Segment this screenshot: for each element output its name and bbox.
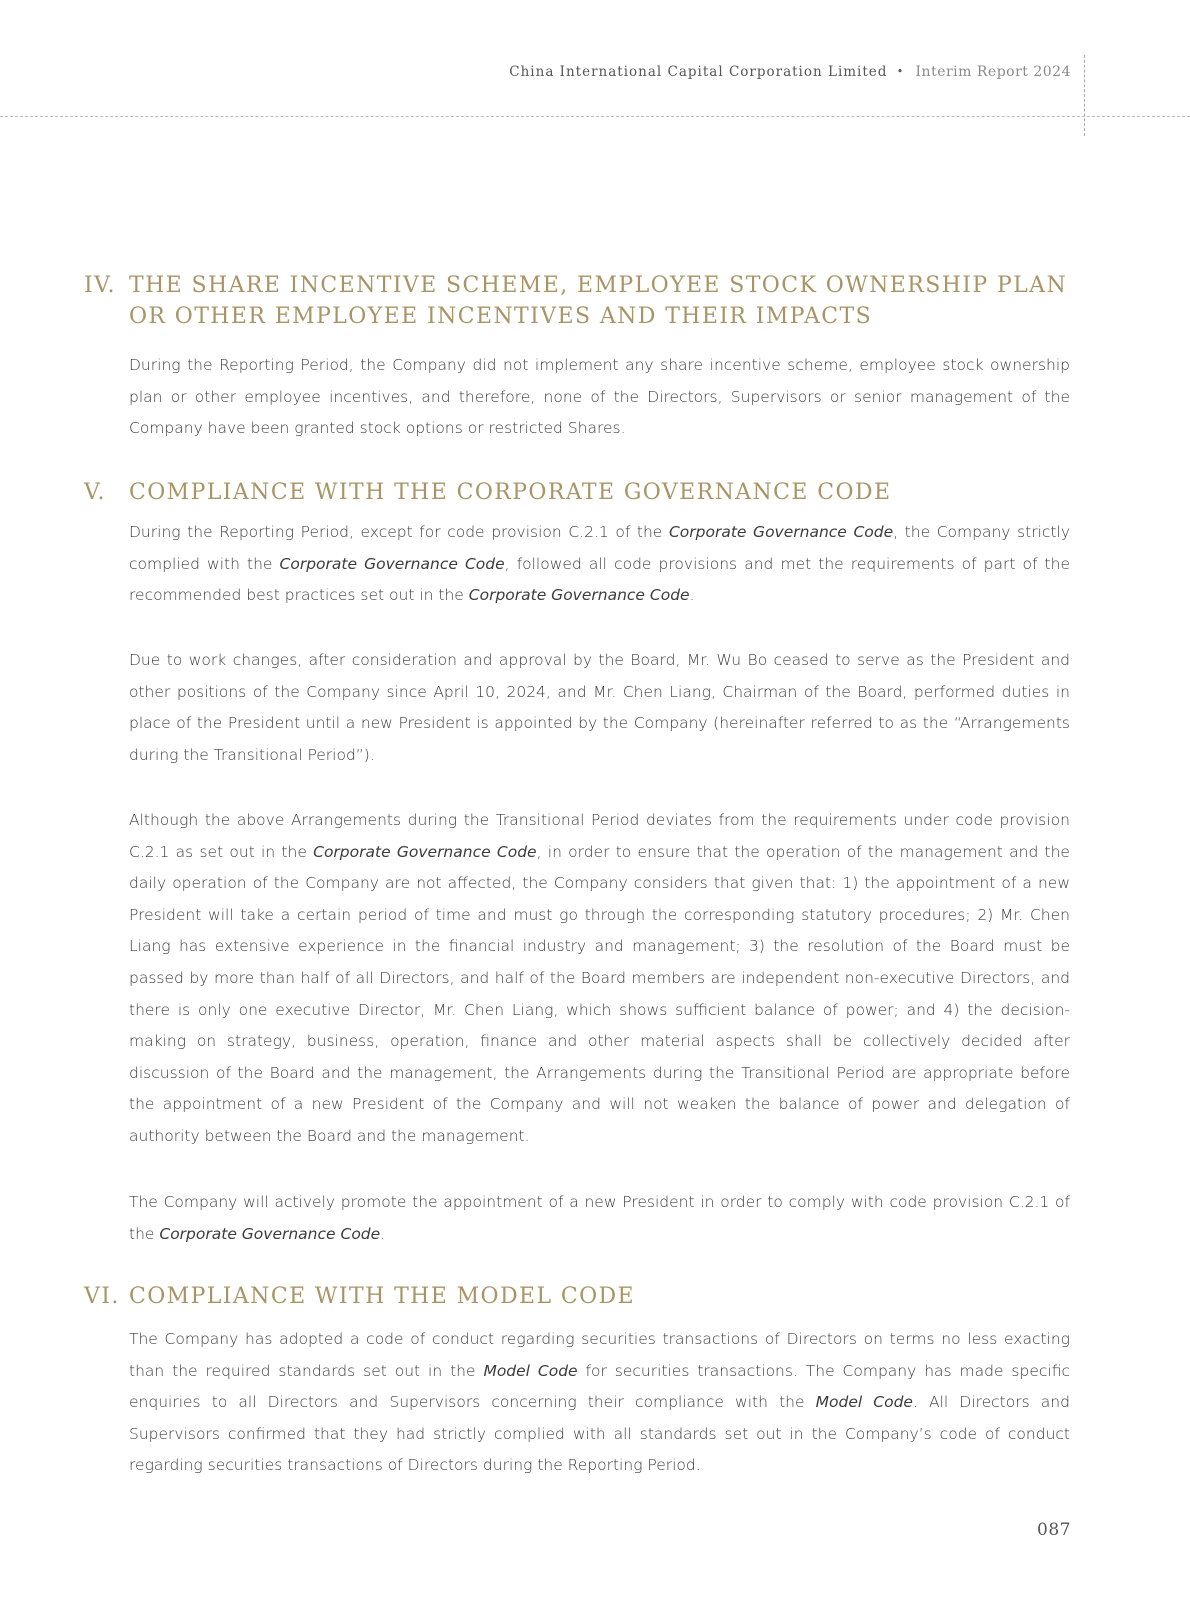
header-company-name: China International Capital Corporation Limited: [509, 64, 888, 80]
page-number: 087: [1037, 1520, 1071, 1540]
header-dashed-divider: [0, 116, 1190, 117]
section-v-paragraph-2: Due to work changes, after consideration and approval by the Board, Mr. Wu Bo ceased to serve as the President and other positions of the Company since April 10, 2024, and Mr. Chen Liang, Chairman of the Board, performed duties in place of the President until a new President is appointed by the Company (hereinafter referred to as the “Arrangements during the Transitional Period”).: [129, 651, 1070, 764]
cg-code-reference: Corporate Governance Code: [313, 842, 537, 861]
header-bullet: •: [896, 65, 905, 78]
cg-code-reference: Corporate Governance Code: [279, 554, 505, 573]
section-v-paragraph-1: During the Reporting Period, except for code provision C.2.1 of the Corporate Governance Code, the Company strictly complied with the Corporate Governance Code, followed all code provisions and met the requirements of part of the recommended best practices set out in the Corporate Governance Code.: [129, 523, 1070, 605]
running-header: [509, 64, 1071, 80]
cg-code-reference: Corporate Governance Code: [159, 1224, 381, 1243]
section-heading-v: [84, 477, 1074, 508]
cg-code-reference: Corporate Governance Code: [468, 586, 690, 605]
model-code-reference: Model Code: [815, 1393, 913, 1412]
section-iv-paragraph: During the Reporting Period, the Company did not implement any share incentive scheme, employee stock ownership plan or other employee incentives, and therefore, none of the Directors, Supervisors or senior management of the Company have been granted stock options or restricted Shares.: [129, 356, 1070, 438]
header-report-title: Interim Report 2024: [915, 64, 1071, 80]
section-title: COMPLIANCE WITH THE CORPORATE GOVERNANCE CODE: [129, 480, 892, 505]
model-code-reference: Model Code: [483, 1361, 578, 1380]
section-number: VI.: [84, 1284, 120, 1309]
section-heading-iv: [84, 270, 1074, 332]
header-vertical-dashed-mark: [1084, 55, 1085, 136]
section-heading-vi: [84, 1281, 1074, 1312]
section-number: IV.: [84, 273, 116, 298]
cg-code-reference: Corporate Governance Code: [668, 523, 894, 541]
section-vi-paragraph: The Company has adopted a code of conduct regarding securities transactions of Directors on terms no less exacting than the required standards set out in the Model Code for securities transactions. The Company has made specific enquiries to all Directors and Supervisors concerning their compliance with the Model Code. All Directors and Supervisors confirmed that they had strictly complied with all standards set out in the Company’s code of conduct regarding securities transactions of Directors during the Reporting Period.: [129, 1330, 1070, 1475]
section-title: COMPLIANCE WITH THE MODEL CODE: [129, 1284, 636, 1309]
section-title: THE SHARE INCENTIVE SCHEME, EMPLOYEE STOCK OWNERSHIP PLAN OR OTHER EMPLOYEE INCENTIVES AND THEIR IMPACTS: [129, 273, 1068, 329]
section-number: V.: [84, 480, 106, 505]
section-v-paragraph-4: The Company will actively promote the appointment of a new President in order to comply with code provision C.2.1 of the Corporate Governance Code.: [129, 1193, 1070, 1243]
section-v-paragraph-3: Although the above Arrangements during the Transitional Period deviates from the requirements under code provision C.2.1 as set out in the Corporate Governance Code, in order to ensure that the operation of the management and the daily operation of the Company are not affected, the Company considers that given that: 1) the appointment of a new President will take a certain period of time and must go through the corresponding statutory procedures; 2) Mr. Chen Liang has extensive experience in the financial industry and management; 3) the resolution of the Board must be passed by more than half of all Directors, and half of the Board members are independent non-executive Directors, and there is only one executive Director, Mr. Chen Liang, which shows sufficient balance of power; and 4) the decision-making on strategy, business, operation, finance and other material aspects shall be collectively decided after discussion of the Board and the management, the Arrangements during the Transitional Period are appropriate before the appointment of a new President of the Company and will not weaken the balance of power and delegation of authority between the Board and the management.: [129, 811, 1070, 1145]
